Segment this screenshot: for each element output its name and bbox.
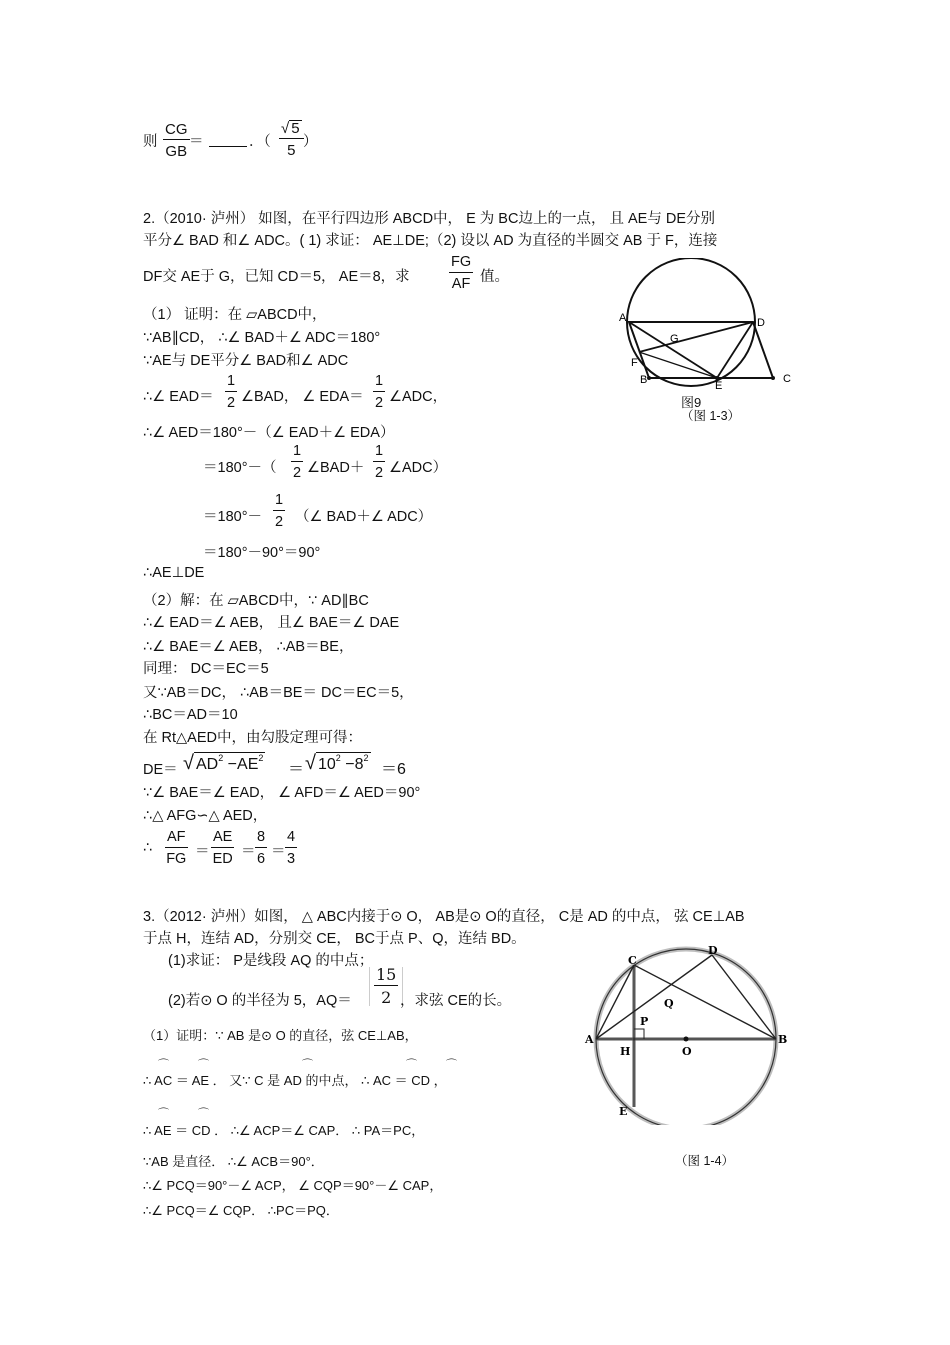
solution-step-half-sum bbox=[203, 442, 463, 488]
solution-step: ∵AB∥CD， ∴∠ BAD＋∠ ADC＝180° bbox=[143, 330, 381, 346]
proof-step: ∴∠ PCQ＝∠ CQP． ∴PC＝PQ． bbox=[143, 1203, 339, 1218]
exponent: 2 bbox=[258, 753, 264, 763]
label-d: D bbox=[757, 317, 765, 329]
header-close: ） bbox=[303, 134, 318, 150]
fraction-numerator: 1 bbox=[373, 374, 385, 392]
arc-mark: ⌒ bbox=[198, 1059, 209, 1071]
therefore: ∴ bbox=[143, 840, 153, 856]
radicand-term: −AE bbox=[223, 756, 259, 773]
answer-fraction bbox=[279, 120, 304, 158]
fraction-denominator: 2 bbox=[293, 464, 302, 481]
solution-step-eda bbox=[143, 372, 463, 418]
label-d: D bbox=[708, 945, 718, 957]
radicand-term: −8 bbox=[340, 756, 364, 773]
fg-af-fraction bbox=[449, 255, 473, 291]
ratio-fraction bbox=[165, 830, 188, 866]
question-text: ，求弦 CE的长。 bbox=[400, 993, 512, 1009]
half-fraction bbox=[291, 444, 303, 480]
label-h: H bbox=[620, 1045, 631, 1058]
label-e: E bbox=[619, 1105, 628, 1118]
center-o bbox=[684, 1037, 689, 1042]
segment-ae bbox=[629, 322, 717, 378]
arc-mark: ⌒ bbox=[198, 1108, 209, 1120]
fraction-numerator: FG bbox=[449, 255, 473, 273]
proof-step: ∴∠ PCQ＝90°－∠ ACP， ∠ CQP＝90°－∠ CAP， bbox=[143, 1178, 443, 1193]
half-fraction bbox=[373, 444, 385, 480]
arc-mark: ⌒ bbox=[158, 1059, 169, 1071]
solution-step: 在 Rt△AED中，由勾股定理可得： bbox=[143, 730, 362, 746]
solution-step-pythagoras bbox=[143, 750, 433, 780]
header-prefix: 则 bbox=[143, 134, 158, 150]
fraction-denominator: 2 bbox=[375, 464, 384, 481]
aq-fraction bbox=[369, 967, 403, 1006]
fraction-denominator: 2 bbox=[381, 988, 392, 1007]
question-text: (2)若⊙ O 的半径为 5，AQ＝ bbox=[168, 993, 352, 1009]
problem2-line1: 2.（2010· 泸州） 如图，在平行四边形 ABCD中， E 为 BC边上的一点， 且 AE与 DE分别 bbox=[143, 211, 716, 227]
step-text: DE＝ bbox=[143, 762, 178, 778]
proof-step: ∴ AE ＝ CD ． ∴∠ ACP＝∠ CAP． ∴ PA＝PC， bbox=[143, 1123, 425, 1138]
fraction-numerator: 1 bbox=[273, 493, 285, 511]
step-text: ∠ADC） bbox=[389, 460, 448, 476]
header-after-blank: ．（ bbox=[249, 134, 271, 150]
exponent: 2 bbox=[363, 753, 369, 763]
label-p: P bbox=[640, 1015, 649, 1028]
arc-mark: ⌒ bbox=[446, 1059, 457, 1071]
label-e: E bbox=[715, 380, 723, 392]
label-a: A bbox=[619, 312, 627, 324]
point-c bbox=[771, 376, 775, 380]
fraction-numerator: CG bbox=[165, 121, 188, 138]
ratio-fraction bbox=[211, 830, 234, 866]
step-text: ∠BAD， ∠ EDA＝ bbox=[241, 389, 364, 405]
question-2 bbox=[168, 965, 528, 1019]
radicand-term: 10 bbox=[317, 756, 336, 773]
parallelogram-abcd bbox=[629, 322, 773, 378]
solution-step: ∴∠ EAD＝∠ AEB， 且∠ BAE＝∠ DAE bbox=[143, 615, 400, 631]
arc-mark: ⌒ bbox=[406, 1059, 417, 1071]
step-text: ＝180°－（ bbox=[203, 460, 277, 476]
answer-blank bbox=[205, 130, 251, 147]
label-g: G bbox=[670, 333, 679, 345]
radical-expression: √ $AD^2 -AE^2$ bbox=[183, 752, 264, 774]
answer-denominator: 5 bbox=[287, 142, 296, 159]
label-b: B bbox=[640, 374, 648, 386]
figure-1-3 bbox=[615, 258, 815, 428]
problem2-line2: 平分∠ BAD 和∠ ADC。( 1) 求证： AE⊥DE;（2) 设以 AD 为直径的半圆交 AB 于 F，连接 bbox=[143, 233, 718, 249]
equals: ＝ bbox=[241, 844, 256, 860]
solution-step: 又∵AB＝DC， ∴AB＝BE＝ DC＝EC＝5， bbox=[143, 685, 414, 701]
solution-step: （2）解：在 ▱ABCD中，∵ AD∥BC bbox=[143, 593, 369, 609]
equals: ＝ bbox=[271, 844, 286, 860]
problem2-line3-text: DF交 AE于 G，已知 CD＝5， AE＝8，求 bbox=[143, 269, 410, 285]
solution-step: ∴AE⊥DE bbox=[143, 565, 205, 581]
label-q: Q bbox=[664, 997, 674, 1010]
fraction-denominator: 3 bbox=[287, 850, 296, 867]
step-text: ∠BAD＋ bbox=[307, 460, 365, 476]
step-text: ∠ADC， bbox=[389, 389, 448, 405]
fraction-denominator: 2 bbox=[275, 513, 284, 530]
problem3-line2: 于点 H，连结 AD，分别交 CE， BC于点 P、Q，连结 BD。 bbox=[143, 931, 526, 947]
solution-step: ∵∠ BAE＝∠ EAD， ∠ AFD＝∠ AED＝90° bbox=[143, 785, 421, 801]
step-text: ∴∠ EAD＝ bbox=[143, 389, 214, 405]
figure-1-3-caption1: 图9 bbox=[681, 395, 702, 410]
label-o: O bbox=[682, 1045, 692, 1058]
fraction-denominator: 6 bbox=[257, 850, 266, 867]
answer-numerator: √ 5 bbox=[279, 120, 304, 139]
arc-mark: ⌒ bbox=[158, 1108, 169, 1120]
fraction-numerator: AE bbox=[211, 830, 234, 848]
proof-step: ∵AB 是直径． ∴∠ ACB＝90°． bbox=[143, 1154, 324, 1169]
fraction-numerator: 1 bbox=[373, 444, 385, 462]
exponent: 2 bbox=[218, 753, 224, 763]
proof-step: ∴ AC ＝ AE ． 又∵ C 是 AD 的中点， ∴ AC ＝ CD ， bbox=[143, 1073, 447, 1088]
fraction-numerator: 1 bbox=[291, 444, 303, 462]
half-fraction bbox=[225, 374, 237, 410]
ratio-fraction bbox=[285, 830, 297, 866]
segment-cb bbox=[634, 965, 776, 1039]
step-text: ＝6 bbox=[381, 761, 406, 778]
ratio-fraction bbox=[255, 830, 267, 866]
arc-mark: ⌒ bbox=[302, 1059, 313, 1071]
half-fraction bbox=[273, 493, 285, 529]
radical-expression: √ $10^2 -8^2$ bbox=[305, 752, 369, 774]
fraction-numerator: 1 bbox=[225, 374, 237, 392]
question-1: (1)求证： P是线段 AQ 的中点； bbox=[168, 953, 374, 969]
fraction-denominator: FG bbox=[166, 850, 187, 867]
label-a: A bbox=[585, 1033, 594, 1046]
fraction-denominator: GB bbox=[165, 143, 188, 160]
fraction-denominator: AF bbox=[451, 275, 471, 292]
solution-step: ∴△ AFG∽△ AED， bbox=[143, 808, 268, 824]
solution-step: ∵AE与 DE平分∠ BAD和∠ ADC bbox=[143, 353, 349, 369]
fraction-numerator: AF bbox=[165, 830, 188, 848]
exponent: 2 bbox=[335, 753, 341, 763]
label-f: F bbox=[631, 357, 638, 369]
solution-step-ratio bbox=[143, 828, 343, 876]
fraction-numerator: 4 bbox=[285, 830, 297, 848]
fraction-denominator: ED bbox=[212, 850, 233, 867]
equals: ＝ bbox=[288, 761, 305, 778]
header-fraction bbox=[163, 122, 190, 159]
solution-step: ∴∠ BAE＝∠ AEB， ∴AB＝BE， bbox=[143, 639, 354, 655]
solution-step: ∴BC＝AD＝10 bbox=[143, 707, 238, 723]
problem3-line1: 3.（2012· 泸州）如图， △ ABC内接于⊙ O， AB是⊙ O的直径， C是 AD 的中点， 弦 CE⊥AB bbox=[143, 909, 745, 925]
fraction-numerator: 15 bbox=[376, 965, 397, 984]
point-b bbox=[647, 376, 651, 380]
label-c: C bbox=[628, 954, 637, 967]
step-text: ＝180°－ bbox=[203, 509, 262, 525]
figure-1-4 bbox=[582, 945, 792, 1125]
fraction-denominator: 2 bbox=[375, 394, 384, 411]
radicand-term: AD bbox=[195, 756, 219, 773]
step-text: （∠ BAD＋∠ ADC） bbox=[295, 509, 433, 525]
proof-step: （1）证明：∵ AB 是⊙ O 的直径，弦 CE⊥AB， bbox=[143, 1028, 418, 1043]
problem2-line3-end: 值。 bbox=[480, 269, 509, 285]
solution-step: 同理： DC＝EC＝5 bbox=[143, 661, 269, 677]
solution-step: ∴∠ AED＝180°－（∠ EAD＋∠ EDA） bbox=[143, 425, 395, 441]
label-b: B bbox=[778, 1033, 788, 1046]
solution-step: （1） 证明：在 ▱ABCD中， bbox=[143, 307, 327, 323]
solution-step: ＝180°－90°＝90° bbox=[203, 545, 321, 561]
figure-1-4-caption: （图 1-4） bbox=[675, 1154, 735, 1168]
label-c: C bbox=[783, 373, 791, 385]
fraction-numerator: 8 bbox=[255, 830, 267, 848]
figure-1-3-caption2: （图 1-3） bbox=[681, 409, 741, 423]
equals: ＝ bbox=[195, 844, 210, 860]
solution-step-factor bbox=[203, 493, 463, 539]
fraction-denominator: 2 bbox=[227, 394, 236, 411]
answer-radicand: 5 bbox=[291, 120, 300, 137]
header-equals: ＝ bbox=[189, 134, 204, 150]
half-fraction bbox=[373, 374, 385, 410]
segment-fd2 bbox=[639, 352, 717, 378]
